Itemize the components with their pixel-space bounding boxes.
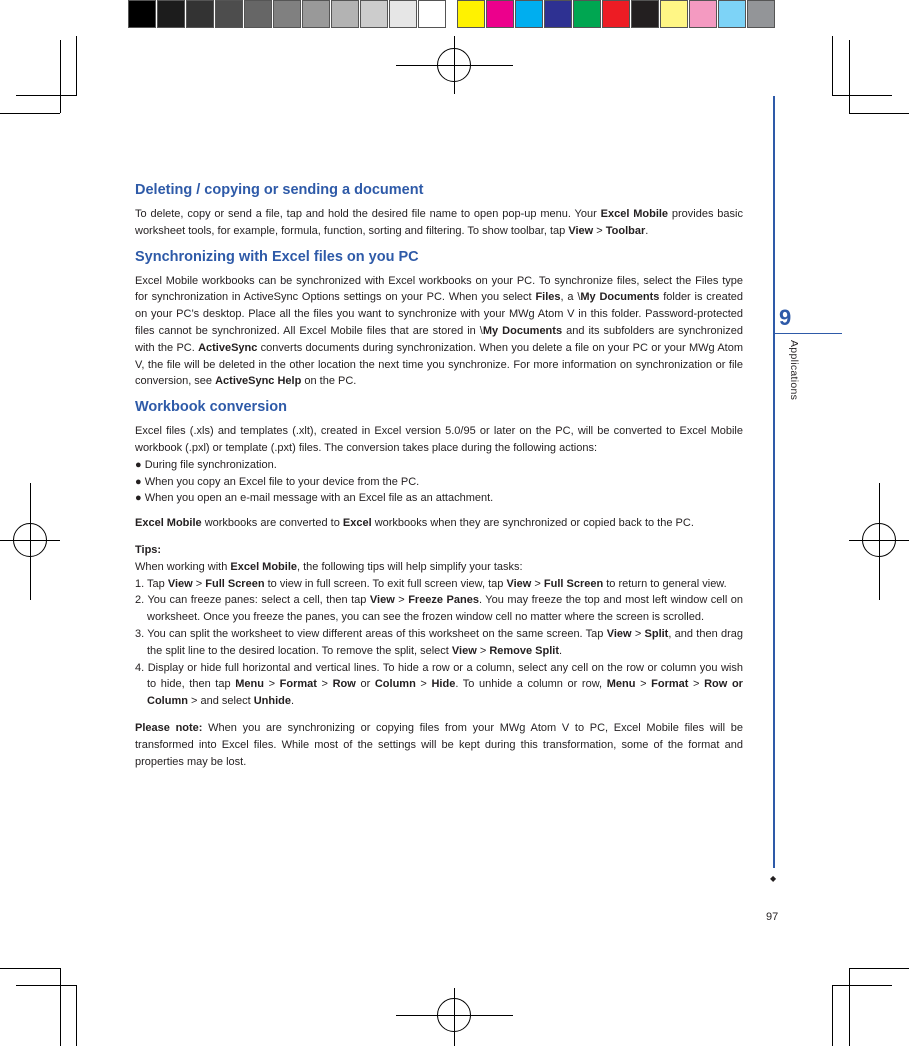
section-synchronizing xyxy=(135,247,743,391)
color-swatch xyxy=(157,0,185,28)
page-number: 97 xyxy=(766,911,779,923)
conversion-bullet: ● During file synchronization. xyxy=(135,458,277,471)
color-swatch xyxy=(689,0,717,28)
tips-block xyxy=(135,542,743,710)
tip-item: 4. Display or hide full horizontal and vertical lines. To hide a row or a column, select any cell on the row or column you wish to hide, then tap Menu > Format > Row or Column > Hide. To unhide a column or row, Menu > Format > Row or Column > and select Unhide. xyxy=(135,661,743,708)
tip-item: 3. You can split the worksheet to view different areas of this worksheet on the same screen. Tap View > Split, and then drag the split line to the desired location. To remove the split, select View > Remove Split. xyxy=(135,627,743,657)
chapter-rule xyxy=(774,333,842,334)
color-swatch xyxy=(602,0,630,28)
color-swatch xyxy=(186,0,214,28)
color-swatch xyxy=(544,0,572,28)
color-swatch xyxy=(389,0,417,28)
color-swatch xyxy=(244,0,272,28)
tips-title: Tips: xyxy=(135,543,162,556)
color-swatch xyxy=(273,0,301,28)
color-swatch xyxy=(486,0,514,28)
chapter-side-rule xyxy=(773,96,775,868)
chapter-label: Applications xyxy=(788,340,800,401)
tip-item: 2. You can freeze panes: select a cell, then tap View > Freeze Panes. You may freeze the top and most left window cell on worksheet. Once you freeze the panes, you can see the frozen window cell no matter where the screen is scrolled. xyxy=(135,594,743,624)
color-swatch xyxy=(660,0,688,28)
color-swatch xyxy=(331,0,359,28)
section-body-deleting: To delete, copy or send a file, tap and hold the desired file name to open pop-up menu. Your Excel Mobile provides basic worksheet tools, for example, formula, function, sorting and filtering. To show toolbar, tap View > Toolbar. xyxy=(135,208,743,237)
color-swatch xyxy=(515,0,543,28)
conversion-bullet: ● When you copy an Excel file to your device from the PC. xyxy=(135,475,420,488)
chapter-number: 9 xyxy=(779,305,792,330)
color-swatch xyxy=(631,0,659,28)
section-body-synchronizing: Excel Mobile workbooks can be synchronized with Excel workbooks on your PC. To synchronize files, select the Files type for synchronization in ActiveSync Options settings on your PC. When you select Files, a \My Documents folder is created on your PC’s desktop. Place all the files you want to synchronize with your MWg Atom V in this folder. Password-protected files cannot be synchronized. All Excel Mobile files that are stored in \My Documents and its subfolders are synchronized with the PC. ActiveSync converts documents during synchronization. When you delete a file on your PC or your MWg Atom V, the file will be deleted in the other location the next time you synchronize. For more information on synchronization or file conversion, see ActiveSync Help on the PC. xyxy=(135,274,743,388)
please-note: Please note: When you are synchronizing or copying files from your MWg Atom V to PC, Excel Mobile files will be transformed into Excel files. While most of the settings will be kept during this transformation, some of the format and properties may be lost. xyxy=(135,721,743,768)
conversion-bullet: ● When you open an e-mail message with an Excel file as an attachment. xyxy=(135,492,494,505)
page-content xyxy=(135,180,743,770)
tip-item: 1. Tap View > Full Screen to view in full screen. To exit full screen view, tap View > Full Screen to return to general view. xyxy=(135,577,727,590)
section-heading-synchronizing: Synchronizing with Excel files on you PC xyxy=(135,248,419,265)
color-swatch xyxy=(128,0,156,28)
section-workbook-conversion xyxy=(135,397,743,532)
tips-list xyxy=(135,576,743,710)
color-swatch xyxy=(302,0,330,28)
color-swatch xyxy=(215,0,243,28)
color-swatch xyxy=(418,0,446,28)
section-heading-conversion: Workbook conversion xyxy=(135,399,288,416)
section-heading-deleting: Deleting / copying or sending a document xyxy=(135,182,424,198)
section-deleting xyxy=(135,180,743,240)
color-swatch xyxy=(747,0,775,28)
color-swatch xyxy=(360,0,388,28)
color-swatch xyxy=(718,0,746,28)
tips-intro: When working with Excel Mobile, the following tips will help simplify your tasks: xyxy=(135,560,523,573)
diamond-icon: ◆ xyxy=(770,874,777,883)
color-bar xyxy=(128,0,776,30)
conversion-intro: Excel files (.xls) and templates (.xlt), created in Excel version 5.0/95 or later on the PC, will be converted to Excel Mobile workbook (.pxl) or template (.pxt) files. The conversion takes place during the following actions: xyxy=(135,425,743,454)
color-swatch xyxy=(573,0,601,28)
conversion-note: Excel Mobile workbooks are converted to Excel workbooks when they are synchronized or copied back to the PC. xyxy=(135,517,694,530)
color-swatch xyxy=(457,0,485,28)
